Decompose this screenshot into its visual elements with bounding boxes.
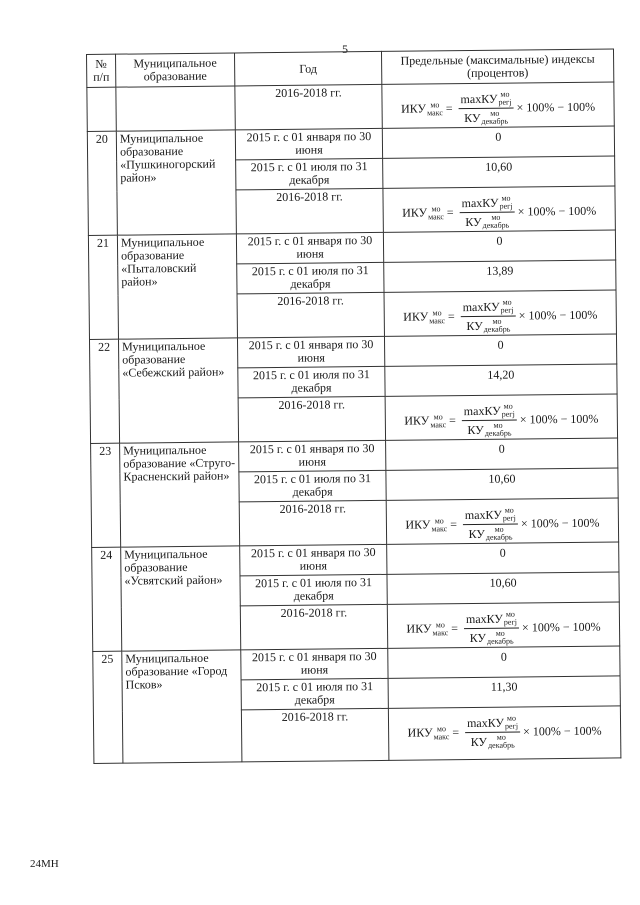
row-formula-cell (384, 290, 616, 336)
index-formula (401, 90, 595, 127)
formula-fraction (458, 91, 513, 127)
formula-lhs: ИКУ мо макс (406, 619, 449, 637)
formula-denominator: КУ мо декабрь (470, 732, 515, 750)
formula-numerator: maxКУ мо регj (462, 403, 517, 422)
formula-equals: = (447, 517, 461, 532)
formula-lhs: ИКУ мо макс (404, 411, 447, 429)
formula-fraction (463, 507, 518, 543)
row-formula-cell (387, 602, 619, 648)
formula-lhs: ИКУ мо макс (402, 203, 444, 221)
formula-numerator: maxКУ мо регj (463, 507, 518, 526)
header-num: № п/п (87, 54, 116, 87)
row-value-first-half: 0 (383, 230, 615, 262)
formula-denominator: КУ мо декабрь (464, 108, 509, 126)
formula-fraction (461, 299, 516, 335)
formula-denominator: КУ мо декабрь (467, 420, 512, 438)
formula-equals: = (446, 413, 459, 428)
row-period-range: 2016-2018 гг. (238, 396, 385, 442)
row-num: 22 (89, 339, 119, 443)
row-value-second-half: 10,60 (386, 468, 618, 500)
row-period-first-half: 2015 г. с 01 января по 30 июня (235, 128, 382, 160)
page-number: 5 (342, 42, 348, 56)
formula-equals: = (443, 205, 457, 220)
formula-tail: × 100% − 100% (523, 723, 602, 739)
formula-tail: × 100% − 100% (521, 619, 601, 635)
row-value-first-half: 0 (388, 646, 620, 678)
formula-denominator: КУ мо декабрь (469, 628, 514, 646)
row-value-second-half: 13,89 (384, 260, 616, 292)
row-value-first-half: 0 (386, 438, 618, 470)
formula-denominator: КУ мо декабрь (465, 212, 510, 230)
formula-numerator: maxКУ мо регj (459, 195, 514, 214)
indices-table (86, 48, 621, 763)
row-formula-cell (386, 498, 618, 544)
row-period-second-half: 2015 г. с 01 июля по 31 декабря (238, 366, 385, 398)
table-body (87, 82, 621, 763)
row-formula-cell (385, 394, 617, 440)
row-period-first-half: 2015 г. с 01 января по 30 июня (237, 336, 384, 368)
row-period-range: 2016-2018 гг. (239, 500, 386, 546)
formula-denominator: КУ мо декабрь (466, 316, 511, 334)
formula-lhs: ИКУ мо макс (403, 307, 446, 325)
row-num: 25 (93, 651, 123, 763)
row-num: 23 (91, 443, 121, 547)
row-value-second-half: 10,60 (383, 156, 615, 188)
formula-equals: = (449, 725, 463, 740)
row-num: 24 (92, 547, 122, 651)
formula-tail: × 100% − 100% (520, 515, 600, 531)
row-formula-cell (383, 186, 615, 232)
formula-lhs: ИКУ мо макс (405, 515, 448, 533)
formula-denominator: КУ мо декабрь (468, 524, 513, 542)
row-municipality: Муниципальное образование «Город Псков» (122, 650, 242, 763)
row-value-first-half: 0 (384, 334, 616, 366)
header-year: Год (234, 51, 381, 86)
index-formula (407, 714, 601, 751)
formula-equals: = (444, 309, 458, 324)
formula-numerator: maxКУ мо регj (464, 610, 519, 629)
formula-fraction (464, 610, 519, 646)
formula-fraction (465, 714, 520, 750)
row-value-second-half: 14,20 (385, 364, 617, 396)
row-municipality: Муниципальное образование «Усвятский район» (121, 546, 241, 651)
row-period-second-half: 2015 г. с 01 июля по 31 декабря (236, 158, 383, 190)
index-formula (404, 402, 598, 439)
row-num: 21 (88, 235, 118, 339)
row-value-second-half: 11,30 (388, 676, 620, 708)
formula-tail: × 100% − 100% (517, 203, 597, 219)
formula-lhs: ИКУ мо макс (407, 723, 450, 741)
formula-fraction (459, 195, 514, 231)
index-formula (405, 506, 599, 543)
index-formula (403, 298, 597, 335)
row-value-first-half: 0 (387, 542, 619, 574)
formula-numerator: maxКУ мо регj (465, 714, 520, 733)
carry-over-row (87, 82, 614, 132)
carry-num-cell (87, 87, 116, 131)
index-formula (402, 194, 596, 231)
formula-tail: × 100% − 100% (519, 411, 599, 427)
formula-equals: = (442, 101, 456, 116)
header-municipality: Муниципальное образование (116, 53, 235, 87)
row-value-second-half: 10,60 (387, 572, 619, 604)
formula-tail: × 100% − 100% (518, 307, 598, 323)
row-period-second-half: 2015 г. с 01 июля по 31 декабря (237, 262, 384, 294)
row-period-range: 2016-2018 гг. (236, 188, 383, 234)
row-municipality: Муниципальное образование «Пыталовский район» (117, 234, 237, 339)
row-period-first-half: 2015 г. с 01 января по 30 июня (241, 648, 388, 680)
row-municipality: Муниципальное образование «Себежский район» (118, 338, 238, 443)
row-num: 20 (87, 131, 117, 235)
row-period-range: 2016-2018 гг. (241, 708, 389, 762)
formula-tail: × 100% − 100% (516, 99, 596, 115)
row-municipality: Муниципальное образование «Пушкиногорский район» (116, 130, 236, 235)
row-period-second-half: 2015 г. с 01 июля по 31 декабря (241, 678, 388, 710)
carry-formula-cell (382, 82, 614, 128)
row-period-first-half: 2015 г. с 01 января по 30 июня (240, 544, 387, 576)
index-formula (406, 610, 600, 647)
formula-equals: = (448, 621, 462, 636)
header-index: Предельные (максимальные) индексы (процентов) (381, 49, 613, 84)
row-value-first-half: 0 (382, 126, 614, 158)
row-period-range: 2016-2018 гг. (237, 292, 384, 338)
formula-numerator: maxКУ мо регj (458, 91, 513, 110)
carry-municipality-cell (116, 86, 235, 131)
row-municipality: Муниципальное образование «Струго-Красненский район» (120, 442, 240, 547)
row-period-first-half: 2015 г. с 01 января по 30 июня (239, 440, 386, 472)
table-header-row (87, 49, 614, 88)
carry-period-cell: 2016-2018 гг. (235, 84, 382, 130)
document-code: 24МН (30, 858, 59, 870)
formula-fraction (462, 403, 517, 439)
formula-lhs: ИКУ мо макс (401, 99, 443, 117)
row-period-second-half: 2015 г. с 01 июля по 31 декабря (240, 574, 387, 606)
row-period-second-half: 2015 г. с 01 июля по 31 декабря (239, 470, 386, 502)
row-period-first-half: 2015 г. с 01 января по 30 июня (236, 232, 383, 264)
row-period-range: 2016-2018 гг. (240, 604, 387, 650)
row-formula-cell (388, 706, 621, 760)
formula-numerator: maxКУ мо регj (461, 299, 516, 318)
